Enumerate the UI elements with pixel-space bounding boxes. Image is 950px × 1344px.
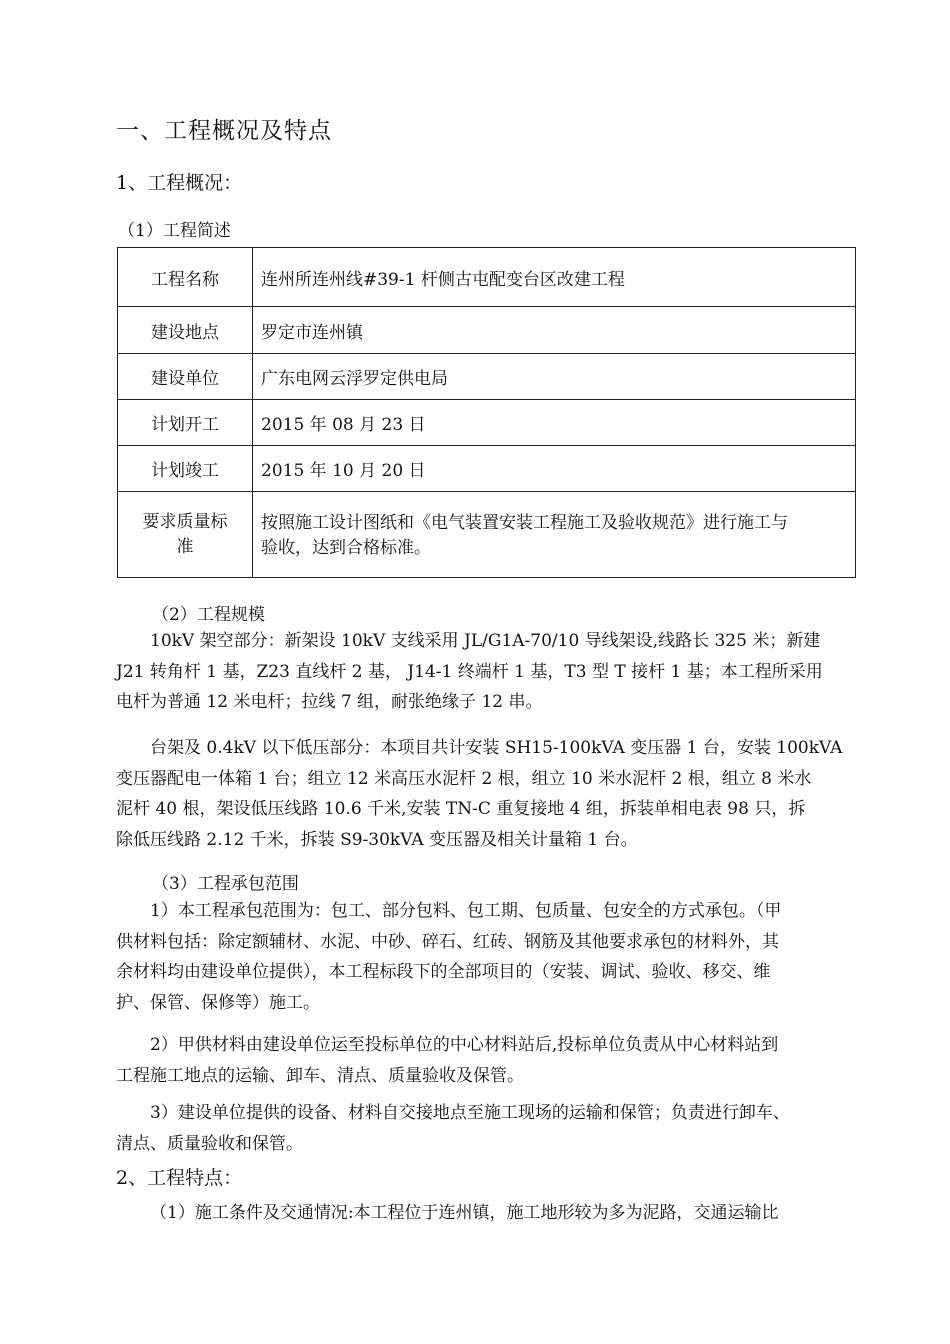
- scope-paragraph-3: [116, 1098, 861, 1159]
- features-paragraph-1: [116, 1198, 861, 1229]
- table-row: [118, 307, 856, 354]
- table-row: [118, 400, 856, 446]
- scope-paragraph-2: [116, 1030, 861, 1091]
- text-line: 电杆为普通 12 米电杆；拉线 7 组，耐张绝缘子 12 串。: [116, 692, 543, 712]
- text-line: 护、保管、保修等）施工。: [116, 992, 320, 1013]
- text-line: 工程施工地点的运输、卸车、清点、质量验收及保管。: [116, 1065, 524, 1086]
- section-2-title: 2、工程特点：: [116, 1167, 243, 1189]
- text-line: 台架及 0.4kV 以下低压部分：本项目共计安装 SH15-100kVA 变压器 1 台，安装 100kVA: [150, 738, 843, 758]
- scope-paragraph-1: [116, 896, 861, 1018]
- table-key: [118, 492, 253, 578]
- table-row: [118, 248, 856, 307]
- project-summary-title: （1）工程简述: [118, 221, 231, 241]
- contract-scope-title: （3）工程承包范围: [152, 874, 299, 894]
- text-line: 10kV 架空部分：新架设 10kV 支线采用 JL/G1A-70/10 导线架设,线路长 325 米；新建: [150, 631, 821, 651]
- text-line: 供材料包括：除定额辅材、水泥、中砂、碎石、红砖、钢筋及其他要求承包的材料外，其: [116, 931, 779, 952]
- table-value-line: 按照施工设计图纸和《电气装置安装工程施工及验收规范》进行施工与: [261, 512, 788, 533]
- table-key: 计划竣工: [118, 446, 253, 492]
- table-key-line: 要求质量标: [142, 511, 228, 532]
- table-key: 工程名称: [118, 248, 253, 307]
- text-line: （1）施工条件及交通情况:本工程位于连州镇，施工地形较为多为泥路，交通运输比: [150, 1203, 779, 1223]
- text-line: 2）甲供材料由建设单位运至投标单位的中心材料站后,投标单位负责从中心材料站到: [150, 1035, 779, 1055]
- text-line: 1）本工程承包范围为：包工、部分包料、包工期、包质量、包安全的方式承包。（甲: [150, 901, 782, 921]
- text-line: J21 转角杆 1 基，Z23 直线杆 2 基， J14-1 终端杆 1 基，T3 型 T 接杆 1 基；本工程所采用: [116, 661, 823, 682]
- table-value: 广东电网云浮罗定供电局: [253, 354, 856, 400]
- table-key: 建设地点: [118, 307, 253, 354]
- project-scale-title: （2）工程规模: [152, 605, 265, 625]
- text-line: 清点、质量验收和保管。: [116, 1133, 303, 1154]
- table-row: [118, 492, 856, 578]
- project-info-table: [117, 247, 856, 578]
- table-value-line: 验收，达到合格标准。: [261, 537, 431, 558]
- table-value: 罗定市连州镇: [253, 307, 856, 354]
- table-value: 2015 年 08 月 23 日: [253, 400, 856, 446]
- scale-paragraph-2: [116, 733, 861, 855]
- table-row: [118, 446, 856, 492]
- section-1-title: 1、工程概况：: [116, 172, 243, 194]
- main-heading: 一、工程概况及特点: [116, 118, 332, 144]
- table-value: 连州所连州线#39-1 杆侧古屯配变台区改建工程: [253, 248, 856, 307]
- table-value: [253, 492, 856, 578]
- text-line: 3）建设单位提供的设备、材料自交接地点至施工现场的运输和保管；负责进行卸车、: [150, 1103, 790, 1123]
- table-key: 建设单位: [118, 354, 253, 400]
- text-line: 除低压线路 2.12 千米，拆装 S9-30kVA 变压器及相关计量箱 1 台。: [116, 829, 638, 850]
- text-line: 余材料均由建设单位提供），本工程标段下的全部项目的（安装、调试、验收、移交、维: [116, 962, 771, 982]
- text-line: 泥杆 40 根，架设低压线路 10.6 千米,安装 TN-C 重复接地 4 组，拆装单相电表 98 只，拆: [116, 799, 806, 819]
- table-value: 2015 年 10 月 20 日: [253, 446, 856, 492]
- text-line: 变压器配电一体箱 1 台；组立 12 米高压水泥杆 2 根，组立 10 米水泥杆 2 根，组立 8 米水: [116, 768, 812, 789]
- table-key: 计划开工: [118, 400, 253, 446]
- table-row: [118, 354, 856, 400]
- scale-paragraph-1: [116, 626, 861, 718]
- table-key-line: 准: [176, 536, 194, 557]
